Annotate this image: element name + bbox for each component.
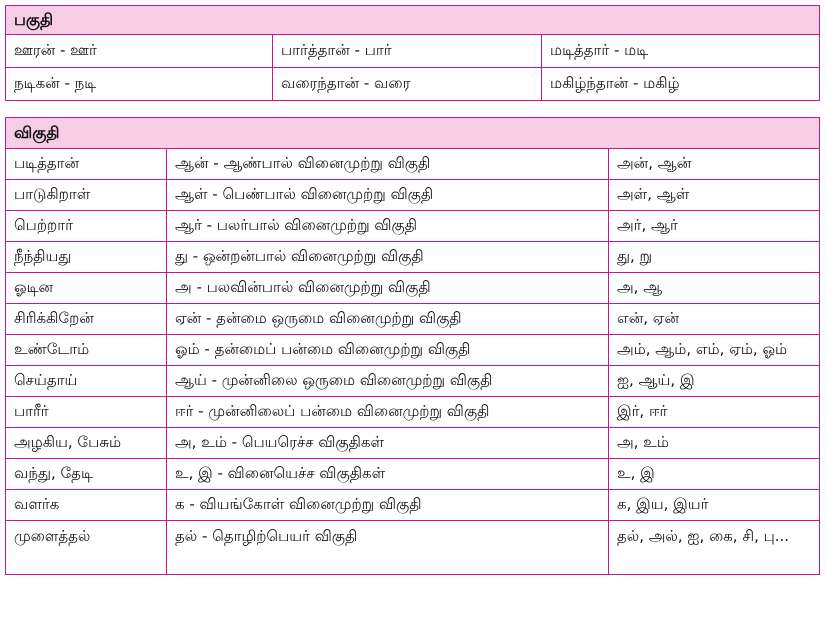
table-row [6, 366, 820, 397]
table-cell: வரைந்தான் - வரை [273, 68, 542, 101]
forms-cell: க, இய, இயர் [609, 490, 820, 521]
forms-cell: அ, ஆ [609, 273, 820, 304]
suffix-cell: ஆர் - பலர்பால் வினைமுற்று விகுதி [167, 211, 609, 242]
forms-cell: தல், அல், ஐ, கை, சி, பு... [609, 521, 820, 575]
word-cell: வளர்க [6, 490, 167, 521]
suffix-cell: தல் - தொழிற்பெயர் விகுதி [167, 521, 609, 575]
table-row [6, 273, 820, 304]
word-cell: அழகிய, பேசும் [6, 428, 167, 459]
forms-cell: அ, உம் [609, 428, 820, 459]
table-row [6, 211, 820, 242]
word-cell: முளைத்தல் [6, 521, 167, 575]
suffix-cell: அ - பலவின்பால் வினைமுற்று விகுதி [167, 273, 609, 304]
table-row [6, 335, 820, 366]
suffix-cell: ஆய் - முன்னிலை ஒருமை வினைமுற்று விகுதி [167, 366, 609, 397]
word-cell: பாரீர் [6, 397, 167, 428]
word-cell: ஓடின [6, 273, 167, 304]
table-row [6, 35, 820, 68]
word-cell: பாடுகிறாள் [6, 180, 167, 211]
word-cell: செய்தாய் [6, 366, 167, 397]
table-cell: பார்த்தான் - பார் [273, 35, 542, 68]
forms-cell: அன், ஆன் [609, 149, 820, 180]
table-row [6, 490, 820, 521]
word-cell: சிரிக்கிறேன் [6, 304, 167, 335]
table-row [6, 459, 820, 490]
table-row [6, 68, 820, 101]
vikuthi-table [5, 117, 820, 575]
vikuthi-header: விகுதி [6, 118, 820, 149]
table-row [6, 304, 820, 335]
suffix-cell: ஏன் - தன்மை ஒருமை வினைமுற்று விகுதி [167, 304, 609, 335]
word-cell: வந்து, தேடி [6, 459, 167, 490]
table-cell: மடித்தார் - மடி [542, 35, 820, 68]
table-row [6, 397, 820, 428]
word-cell: உண்டோம் [6, 335, 167, 366]
suffix-cell: அ, உம் - பெயரெச்ச விகுதிகள் [167, 428, 609, 459]
table-row [6, 428, 820, 459]
suffix-cell: க - வியங்கோள் வினைமுற்று விகுதி [167, 490, 609, 521]
forms-cell: இர், ஈர் [609, 397, 820, 428]
word-cell: பெற்றார் [6, 211, 167, 242]
table-row [6, 149, 820, 180]
suffix-cell: ஆன் - ஆண்பால் வினைமுற்று விகுதி [167, 149, 609, 180]
forms-cell: உ, இ [609, 459, 820, 490]
pakuthi-table [5, 5, 820, 101]
suffix-cell: து - ஒன்றன்பால் வினைமுற்று விகுதி [167, 242, 609, 273]
word-cell: படித்தான் [6, 149, 167, 180]
table-cell: ஊரன் - ஊர் [6, 35, 273, 68]
forms-cell: து, று [609, 242, 820, 273]
forms-cell: அர், ஆர் [609, 211, 820, 242]
pakuthi-header-row [6, 6, 820, 35]
table-row [6, 521, 820, 575]
table-row [6, 180, 820, 211]
suffix-cell: ஓம் - தன்மைப் பன்மை வினைமுற்று விகுதி [167, 335, 609, 366]
suffix-cell: உ, இ - வினையெச்ச விகுதிகள் [167, 459, 609, 490]
forms-cell: என், ஏன் [609, 304, 820, 335]
vikuthi-header-row [6, 118, 820, 149]
forms-cell: அம், ஆம், எம், ஏம், ஓம் [609, 335, 820, 366]
pakuthi-header: பகுதி [6, 6, 820, 35]
table-row [6, 242, 820, 273]
suffix-cell: ஈர் - முன்னிலைப் பன்மை வினைமுற்று விகுதி [167, 397, 609, 428]
forms-cell: அள், ஆள் [609, 180, 820, 211]
forms-cell: ஐ, ஆய், இ [609, 366, 820, 397]
table-cell: மகிழ்ந்தான் - மகிழ் [542, 68, 820, 101]
word-cell: நீந்தியது [6, 242, 167, 273]
suffix-cell: ஆள் - பெண்பால் வினைமுற்று விகுதி [167, 180, 609, 211]
table-cell: நடிகன் - நடி [6, 68, 273, 101]
